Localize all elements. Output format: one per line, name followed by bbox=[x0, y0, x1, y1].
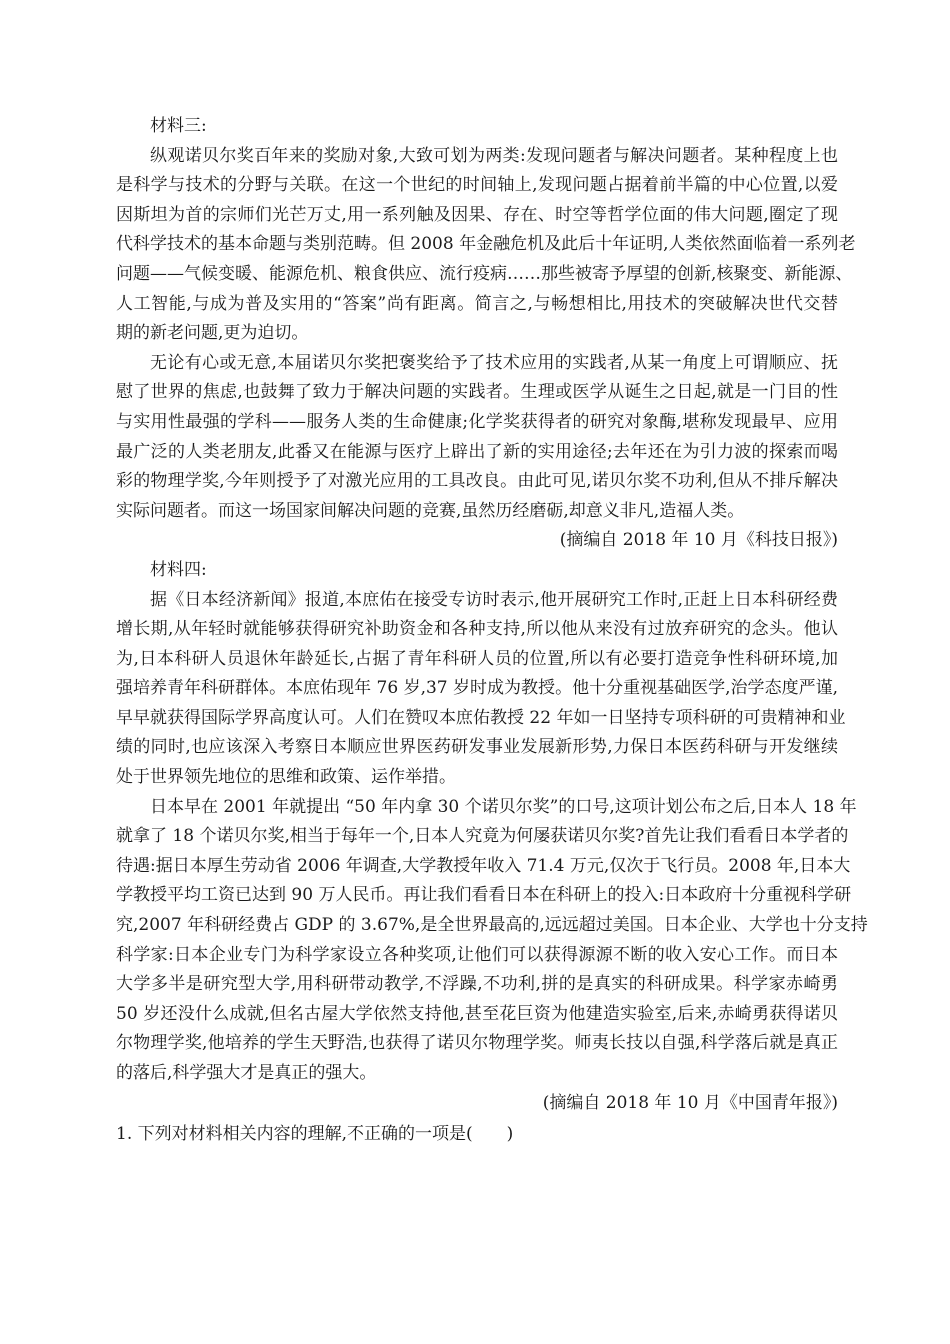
text-line: 50 岁还没什么成就,但名古屋大学依然支持他,甚至花巨资为他建造实验室,后来,赤崎勇获得诺贝 bbox=[116, 1003, 838, 1024]
text-line: 因斯坦为首的宗师们光芒万丈,用一系列触及因果、存在、时空等哲学位面的伟大问题,圈定了现 bbox=[116, 204, 838, 225]
text-line: 增长期,从年轻时就能够获得研究补助资金和各种支持,所以他从来没有过放弃研究的念头。他认 bbox=[116, 619, 838, 640]
text-line: 纵观诺贝尔奖百年来的奖励对象,大致可划为两类:发现问题者与解决问题者。某种程度上也 bbox=[150, 145, 838, 166]
text-line: 处于世界领先地位的思维和政策、运作举措。 bbox=[116, 767, 456, 788]
text-line: 为,日本科研人员退休年龄延长,占据了青年科研人员的位置,所以有必要打造竞争性科研环境,加 bbox=[116, 648, 838, 669]
text-line: 期的新老问题,更为迫切。 bbox=[116, 323, 309, 344]
text-line: 绩的同时,也应该深入考察日本顺应世界医药研发事业发展新形势,力保日本医药科研与开发继续 bbox=[116, 737, 838, 758]
text-line: 学教授平均工资已达到 90 万人民币。再让我们看看日本在科研上的投入:日本政府十分重视科学研 bbox=[116, 885, 852, 906]
text-line: 是科学与技术的分野与关联。在这一个世纪的时间轴上,发现问题占据着前半篇的中心位置,以爱 bbox=[116, 175, 838, 196]
material4-heading: 材料四: bbox=[150, 559, 207, 580]
text-line: 尔物理学奖,他培养的学生天野浩,也获得了诺贝尔物理学奖。师夷长技以自强,科学落后就是真正 bbox=[116, 1033, 838, 1054]
material4-paragraph-2 bbox=[116, 793, 868, 1089]
text-line: 据《日本经济新闻》报道,本庶佑在接受专访时表示,他开展研究工作时,正赶上日本科研经费 bbox=[150, 589, 838, 610]
text-line: 问题——气候变暖、能源危机、粮食供应、流行疫病……那些被寄予厚望的创新,核聚变、新能源、 bbox=[116, 263, 853, 284]
material4-source: (摘编自 2018 年 10 月《中国青年报》) bbox=[542, 1092, 838, 1113]
text-line: 与实用性最强的学科——服务人类的生命健康;化学奖获得者的研究对象酶,堪称发现最早、应用 bbox=[116, 411, 838, 432]
text-line: 最广泛的人类老朋友,此番又在能源与医疗上辟出了新的实用途径;去年还在为引力波的探索而喝 bbox=[116, 441, 838, 462]
material3-paragraph-2 bbox=[116, 349, 838, 527]
document-page bbox=[116, 112, 868, 1150]
material3-source: (摘编自 2018 年 10 月《科技日报》) bbox=[559, 530, 838, 551]
material3-paragraph-1 bbox=[116, 142, 856, 349]
text-line: 无论有心或无意,本届诺贝尔奖把褒奖给予了技术应用的实践者,从某一角度上可谓顺应、抚 bbox=[150, 352, 838, 373]
question-1: 1. 下列对材料相关内容的理解,不正确的一项是( ) bbox=[116, 1124, 514, 1145]
material4-paragraph-1 bbox=[116, 586, 846, 793]
text-line: 实际问题者。而这一场国家间解决问题的竞赛,虽然历经磨砺,却意义非凡,造福人类。 bbox=[116, 500, 745, 521]
text-line: 人工智能,与成为普及实用的“答案”尚有距离。简言之,与畅想相比,用技术的突破解决世代交替 bbox=[116, 293, 838, 314]
text-line: 究,2007 年科研经费占 GDP 的 3.67%,是全世界最高的,远远超过美国。日本企业、大学也十分支持 bbox=[116, 915, 868, 936]
material3-heading: 材料三: bbox=[150, 116, 207, 136]
text-line: 待遇:据日本厚生劳动省 2006 年调查,大学教授年收入 71.4 万元,仅次于飞行员。2008 年,日本大 bbox=[116, 855, 851, 876]
text-line: 早早就获得国际学界高度认可。人们在赞叹本庶佑教授 22 年如一日坚持专项科研的可贵精神和业 bbox=[116, 707, 846, 728]
text-line: 强培养青年科研群体。本庶佑现年 76 岁,37 岁时成为教授。他十分重视基础医学,治学态度严谨, bbox=[116, 678, 838, 699]
text-line: 大学多半是研究型大学,用科研带动教学,不浮躁,不功利,拼的是真实的科研成果。科学家赤崎勇 bbox=[116, 974, 838, 995]
text-line: 就拿了 18 个诺贝尔奖,相当于每年一个,日本人究竟为何屡获诺贝尔奖?首先让我们看看日本学者的 bbox=[116, 826, 849, 847]
text-line: 慰了世界的焦虑,也鼓舞了致力于解决问题的实践者。生理或医学从诞生之日起,就是一门目的性 bbox=[116, 382, 838, 403]
text-line: 彩的物理学奖,今年则授予了对激光应用的工具改良。由此可见,诺贝尔奖不功利,但从不排斥解决 bbox=[116, 471, 838, 492]
text-line: 的落后,科学强大才是真正的强大。 bbox=[116, 1063, 377, 1083]
text-line: 科学家:日本企业专门为科学家设立各种奖项,让他们可以获得源源不断的收入安心工作。而日本 bbox=[116, 944, 838, 965]
text-line: 代科学技术的基本命题与类别范畴。但 2008 年金融危机及此后十年证明,人类依然面临着一系列老 bbox=[116, 234, 856, 255]
text-line: 日本早在 2001 年就提出 “50 年内拿 30 个诺贝尔奖”的口号,这项计划公布之后,日本人 18 年 bbox=[150, 796, 857, 817]
